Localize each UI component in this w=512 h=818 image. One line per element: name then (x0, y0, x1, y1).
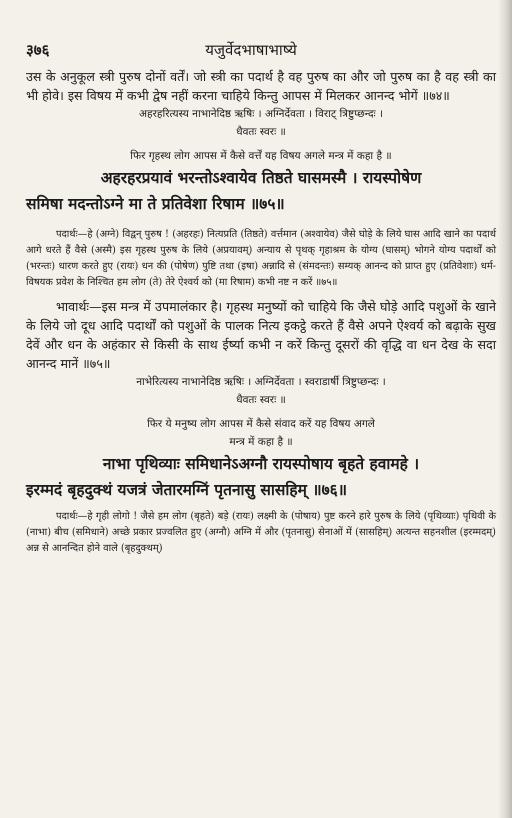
mantra-intro: फिर गृहस्थ लोग आपस में कैसे वर्त्तें यह विषय अगले मन्त्र में कहा है ॥ (130, 150, 392, 162)
mantra-75-line-2: समिषा मदन्तोऽग्ने मा ते प्रतिवेशा रिषाम ॥७५॥ (26, 194, 285, 213)
mantra-intro-2-line-1: फिर ये मनुष्य लोग आपस में कैसे संवाद करें यह विषय अगले (147, 418, 375, 430)
padartha-76: पदार्थः—हे गृही लोगो ! जैसे हम लोग (बृहते) बड़े (रायः) लक्ष्मी के (पोषाय) पुष्ट करने हारे पुरुष के लिये (पृथिव्याः) पृथिवी के (नाभा) बीच (समिधाने) अच्छे प्रकार प्रज्वलित हुए (अग्नौ) अग्नि में और (पृतनासु) सेनाओं में (सासहिम्) अत्यन्त सहनशील (इरम्मदम्) अन्न से आनन्दित होने वाले (बृहदुक्थम्) (26, 511, 496, 554)
bhavartha-75: भावार्थः—इस मन्त्र में उपमालंकार है। गृहस्थ मनुष्यों को चाहिये कि जैसे घोड़े आदि पशुओं के खाने के लिये जो दूध आदि पदार्थों को पशुओं के पालक नित्य इकट्ठे करते हैं वैसे अपने ऐश्वर्य को बढ़ाके सुख देवें और धन के अहंकार से किसी के साथ ईर्ष्या कभी न करें किन्तु दूसरों की वृद्धि वा धन देख के सदा आनन्द मानें ॥७५॥ (26, 299, 496, 371)
swara-line-2: धैवतः स्वरः ॥ (236, 394, 286, 406)
paragraph-continued: उस के अनुकूल स्त्री पुरुष दोनों वर्तें। जो स्त्री का पदार्थ है वह पुरुष का और जो पुरुष का है वह स्त्री का भी होवे। इस विषय में कभी द्वेष नहीं करना चाहिये किन्तु आपस में मिलकर आनन्द भोगें ॥७४॥ (26, 69, 496, 103)
mantra-75-line-1: अहरहरप्रयावं भरन्तोऽश्वायेव तिष्ठते घासमस्मै । रायस्पोषेण (100, 168, 422, 187)
rishi-devata-line-2: नाभेरित्यस्य नाभानेदिष्ठ ऋषिः । अग्निर्देवता । स्वराडार्षी त्रिष्टुप्छन्दः । (136, 376, 386, 388)
book-page (26, 40, 496, 557)
page-edge-shadow (498, 0, 512, 818)
mantra-intro-2-line-2: मन्त्र में कहा है ॥ (229, 436, 293, 448)
rishi-devata-line: अहरहरित्यस्य नाभानेदिष्ठ ऋषिः । अग्निर्देवता । विराट् त्रिष्टुप्छन्दः । (139, 108, 383, 120)
page-header (26, 40, 496, 60)
swara-line: धैवतः स्वरः ॥ (236, 126, 286, 138)
mantra-76-line-2: इरम्मदं बृहदुक्थं यजत्रं जेतारमग्निं पृतनासु सासहिम् ॥७६॥ (26, 480, 348, 499)
page-number: ३७६ (26, 41, 50, 59)
mantra-76-line-1: नाभा पृथिव्याः समिधानेऽअग्नौ रायस्पोषाय बृहते हवामहे । (102, 454, 420, 473)
padartha-75: पदार्थः—हे (अग्ने) विद्वन् पुरुष ! (अहरहः) नित्यप्रति (तिष्ठते) वर्त्तमान (अश्वायेव) जैसे घोड़े के लिये घास आदि खाने का पदार्थ आगे धरते हैं वैसे (अस्मै) इस गृहस्थ पुरुष के लिये (अप्रयावम्) अन्याय से पृथक् गृहाश्रम के योग्य (घासम्) भोगने योग्य पदार्थों को (भरन्तः) धारण करते हुए (रायः) धन की (पोषेण) पुष्टि तथा (इषा) अन्नादि से (संमदन्तः) सम्यक् आनन्द को प्राप्त हुए (प्रतिवेशाः) धर्म-विषयक प्रवेश के निश्चित हम लोग (ते) तेरे ऐश्वर्य को (मा रिषाम) कभी नष्ट न करें ॥७५॥ (26, 229, 496, 288)
running-title: यजुर्वेदभाषाभाष्ये (205, 41, 297, 59)
